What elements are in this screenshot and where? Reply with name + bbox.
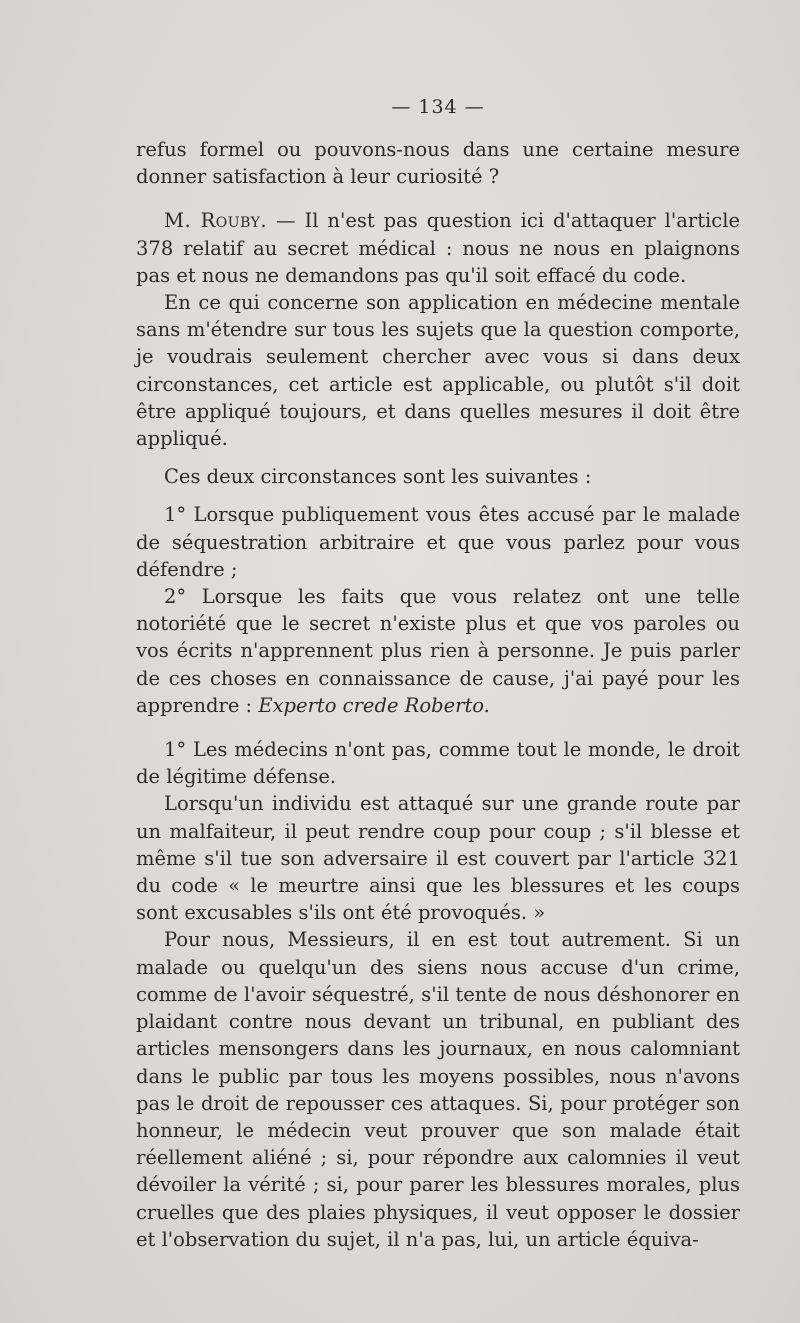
paragraph-5 bbox=[136, 501, 740, 583]
page-number: — 134 — bbox=[391, 96, 485, 118]
paragraph-7 bbox=[136, 736, 740, 790]
paragraph-1 bbox=[136, 136, 740, 190]
speaker-name: M. Rouby. bbox=[164, 209, 268, 233]
paragraph-text: refus formel ou pouvons-nous dans une certaine mesure donner satisfaction à leur curiosité ? bbox=[136, 138, 740, 189]
paragraph-text: En ce qui concerne son application en médecine mentale sans m'étendre sur tous les sujets que la question comporte, je voudrais seulement chercher avec vous si dans deux circonstances, cet article est applicable, ou plutôt s'il doit être appliqué toujours, et dans quelles mesures il doit être appliqué. bbox=[136, 291, 740, 451]
paragraph-text: Ces deux circonstances sont les suivantes : bbox=[164, 465, 592, 489]
paragraph-text: — Il n'est pas question ici d'attaquer l'article 378 relatif au secret médical : nous ne nous en plaignons pas et nous ne demandons pas qu'il soit effacé du code. bbox=[136, 209, 740, 287]
paragraph-4 bbox=[136, 463, 740, 490]
paragraph-text: Pour nous, Messieurs, il en est tout autrement. Si un malade ou quelqu'un des siens nous accuse d'un crime, comme de l'avoir séquestré, s'il tente de nous déshonorer en plaidant contre nous devant un tribunal, en publiant des articles mensongers dans les journaux, en nous calomniant dans le public par tous les moyens possibles, nous n'avons pas le droit de repousser ces attaques. Si, pour protéger son honneur, le médecin veut prouver que son malade était réellement aliéné ; si, pour répondre aux calomnies il veut dévoiler la vérité ; si, pour parer les blessures morales, plus cruelles que des plaies physiques, il veut opposer le dossier et l'observation du sujet, il n'a pas, lui, un article équiva- bbox=[136, 928, 740, 1251]
paragraph-3 bbox=[136, 289, 740, 452]
paragraph-9 bbox=[136, 926, 740, 1252]
paragraph-6 bbox=[136, 583, 740, 719]
paragraph-text: 1° Les médecins n'ont pas, comme tout le monde, le droit de légitime défense. bbox=[136, 738, 740, 789]
latin-quote: Experto crede Roberto. bbox=[258, 693, 490, 717]
paragraph-text: 1° Lorsque publiquement vous êtes accusé par le malade de séquestration arbitraire et que vous parlez pour vous défendre ; bbox=[136, 503, 740, 581]
page-body bbox=[136, 96, 740, 1253]
paragraph-8 bbox=[136, 790, 740, 926]
paragraph-text: 2° Lorsque les faits que vous relatez ont une telle notoriété que le secret n'existe plus et que vos paroles ou vos écrits n'apprennent plus rien à personne. Je puis parler de ces choses en connaissance de cause, j'ai payé pour les apprendre : bbox=[136, 585, 740, 717]
paragraph-2 bbox=[136, 207, 740, 289]
paragraph-text: Lorsqu'un individu est attaqué sur une grande route par un malfaiteur, il peut rendre coup pour coup ; s'il blesse et même s'il tue son adversaire il est couvert par l'article 321 du code « le meurtre ainsi que les blessures et les coups sont excusables s'ils ont été provoqués. » bbox=[136, 792, 740, 925]
